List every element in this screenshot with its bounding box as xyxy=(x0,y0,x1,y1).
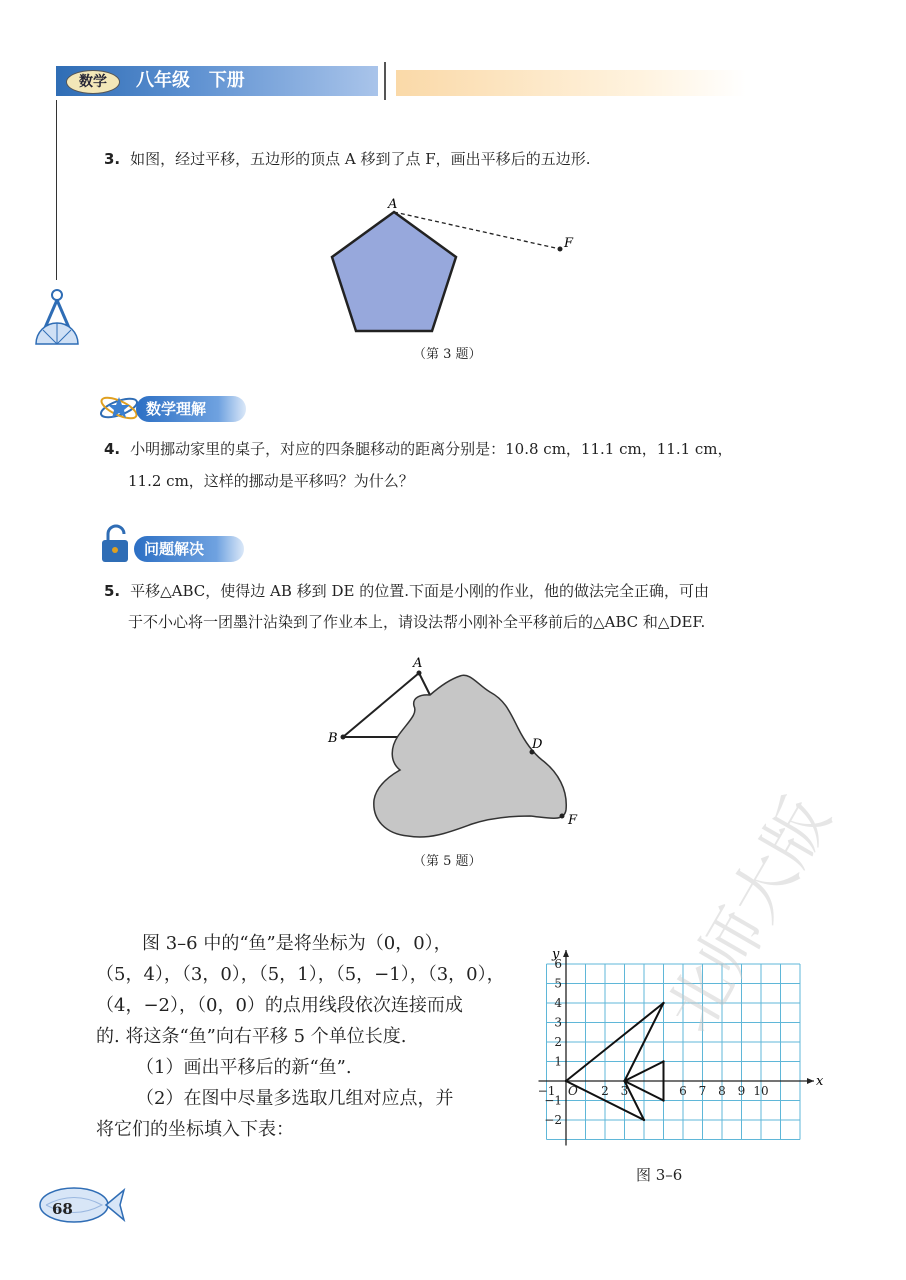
compass-icon xyxy=(30,286,84,350)
paragraph-line: （2）在图中尽量多选取几组对应点，并 xyxy=(136,1088,454,1109)
fish-vertex-point xyxy=(662,1099,664,1101)
y-tick-label: −1 xyxy=(544,1093,562,1108)
margin-rule xyxy=(56,100,57,280)
ink-blot-figure xyxy=(320,650,590,850)
question-5 xyxy=(104,580,824,633)
label-D: D xyxy=(532,737,543,752)
section-banner-solve: 问题解决 xyxy=(134,536,244,562)
header-fade-band xyxy=(396,70,746,96)
page-number: 68 xyxy=(52,1200,73,1218)
subject-badge: 数学 xyxy=(66,70,120,94)
paragraph-line: 图 3–6 中的“鱼”是将坐标为（0，0）， xyxy=(142,933,452,954)
question-text-line2: 11.2 cm，这样的挪动是平移吗？为什么？ xyxy=(128,472,414,490)
question-text-line1: 平移△ABC，使得边 AB 移到 DE 的位置.下面是小刚的作业，他的做法完全正确，可由 xyxy=(130,582,709,600)
paragraph-line: （4，−2），（0，0）的点用线段依次连接而成 xyxy=(96,995,463,1016)
x-tick-label: 9 xyxy=(737,1084,746,1098)
label-A: A xyxy=(388,197,398,212)
point-A xyxy=(417,671,422,676)
label-A: A xyxy=(413,656,423,671)
caption-q5: （第 5 题） xyxy=(413,854,482,869)
y-axis-arrow xyxy=(563,950,569,957)
point-F xyxy=(560,814,565,819)
y-tick-label: 4 xyxy=(554,996,562,1010)
x-tick-label: −1 xyxy=(537,1084,556,1098)
watermark: 北师大版 xyxy=(652,785,846,1045)
section-banner-understanding: 数学理解 xyxy=(136,396,246,422)
fish-vertex-point xyxy=(643,1119,645,1121)
caption-q3: （第 3 题） xyxy=(413,347,482,362)
segment-AC xyxy=(419,673,430,695)
y-axis-label: y xyxy=(552,947,560,962)
y-tick-label: 5 xyxy=(554,976,562,991)
question-3 xyxy=(104,148,590,170)
fish-paragraph xyxy=(96,928,516,1145)
x-tick-label: 8 xyxy=(718,1084,726,1098)
paragraph-line: （1）画出平移后的新“鱼”. xyxy=(136,1057,352,1078)
x-axis-label: x xyxy=(816,1074,824,1089)
x-axis-arrow xyxy=(807,1078,814,1084)
y-tick-label: 2 xyxy=(554,1035,562,1049)
pentagon-figure xyxy=(320,195,600,345)
figure-caption: 图 3–6 xyxy=(636,1166,683,1184)
question-4 xyxy=(104,438,824,492)
header-divider xyxy=(384,62,386,100)
paragraph-line: 将它们的坐标填入下表： xyxy=(96,1119,294,1140)
paragraph-line: 的. 将这条“鱼”向右平移 5 个单位长度. xyxy=(96,1026,407,1047)
x-tick-label: 6 xyxy=(679,1084,687,1098)
question-text-line2: 于不小心将一团墨汁沾染到了作业本上，请设法帮小刚补全平移前后的△ABC 和△DEF. xyxy=(128,613,706,631)
atom-star-icon xyxy=(98,392,140,424)
fish-vertex-point xyxy=(662,1060,664,1062)
ink-blot xyxy=(374,675,566,837)
x-tick-label: 7 xyxy=(698,1084,707,1098)
question-text: 如图，经过平移，五边形的顶点 A 移到了点 F，画出平移后的五边形. xyxy=(130,150,591,168)
question-number: 4. xyxy=(104,440,121,458)
y-tick-label: 1 xyxy=(554,1054,562,1069)
fish-vertex-point xyxy=(565,1080,567,1082)
label-B: B xyxy=(328,731,338,746)
fish-vertex-point xyxy=(623,1080,625,1082)
x-tick-label: O xyxy=(568,1084,578,1098)
label-F: F xyxy=(568,813,578,828)
padlock-icon xyxy=(98,524,134,564)
point-B xyxy=(341,735,346,740)
question-number: 5. xyxy=(104,582,121,600)
x-tick-label: 3 xyxy=(620,1084,629,1098)
y-tick-label: 6 xyxy=(554,957,562,971)
y-tick-label: 3 xyxy=(554,1015,562,1030)
question-text-line1: 小明挪动家里的桌子，对应的四条腿移动的距离分别是：10.8 cm，11.1 cm，11.1 cm， xyxy=(130,440,733,458)
grade-title: 八年级 下册 xyxy=(136,70,245,91)
pentagon xyxy=(332,212,456,331)
point-F xyxy=(558,247,563,252)
x-tick-label: 2 xyxy=(601,1084,609,1098)
x-tick-label: 10 xyxy=(753,1084,769,1098)
paragraph-line: （5，4），（3，0），（5，1），（5，−1），（3，0）， xyxy=(96,964,505,985)
label-F: F xyxy=(564,236,574,251)
fish-page-icon xyxy=(36,1182,126,1228)
y-tick-label: −2 xyxy=(544,1113,562,1127)
question-number: 3. xyxy=(104,150,121,168)
